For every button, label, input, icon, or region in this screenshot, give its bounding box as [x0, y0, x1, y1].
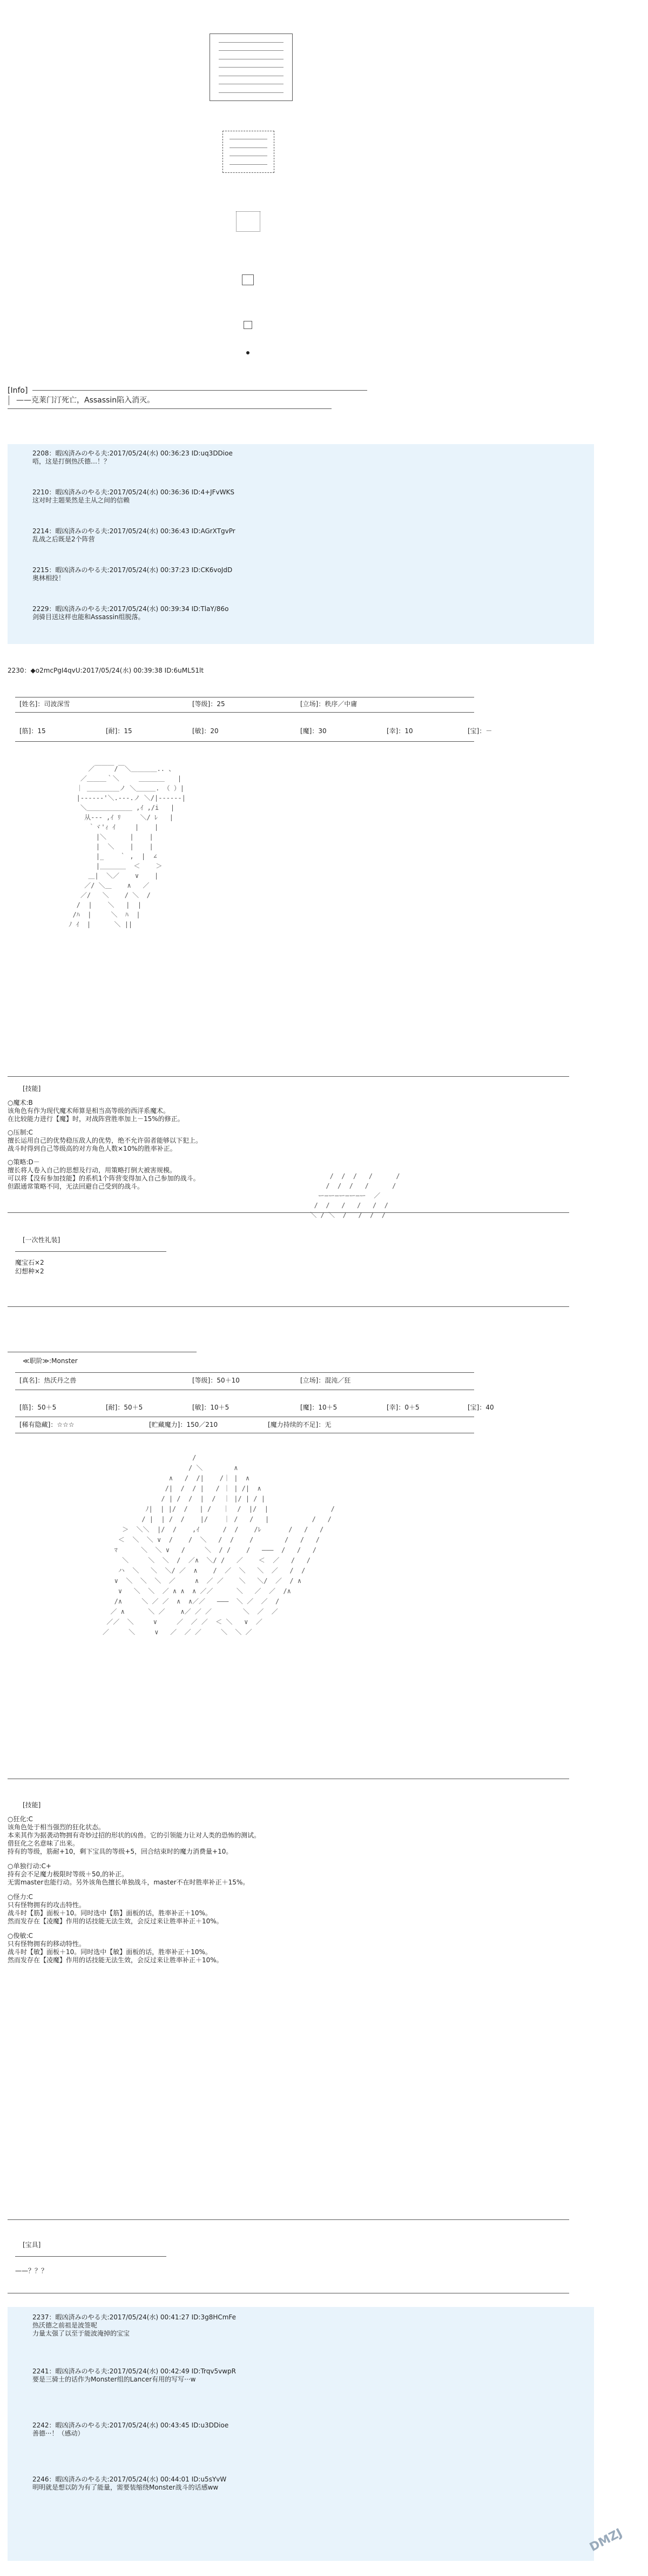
reply: [32, 2476, 572, 2530]
skill-text: 战斗时【敏】面板＋10。同时选中【敏】面板的话，胜率补正＋10%。: [8, 1948, 212, 1956]
reply-header: 2241：暇凶済みのやる夫:2017/05/24(水) 00:42:49 ID:Trqv5vwpR: [32, 2367, 236, 2375]
frame-mini: [244, 321, 252, 329]
skill-text: 然而发存在【凌魔】作用的话技能无法生效，会反过来让胜率补正＋10%。: [8, 1956, 223, 1964]
reply: [32, 488, 572, 527]
skill-name: ○魔术:B: [8, 1099, 33, 1106]
item-line: 魔宝石×2: [15, 1259, 44, 1266]
character-art-side: / / / / / / / / / / ー―ー―ー―ー―ー ／ / / / / / / ＼ / ＼ / / / /: [310, 1172, 400, 1219]
reply: [32, 566, 572, 605]
items-rule: [15, 1251, 166, 1252]
stat-str: [筋]：50＋5: [19, 1404, 57, 1411]
stat-name: [真名]：热沃丹之兽: [19, 1377, 77, 1384]
skill-name: ○狂化:C: [8, 1815, 33, 1823]
stat-table-bottom: [15, 741, 474, 742]
reply: [32, 527, 572, 566]
skill-text: 只有怪物拥有的移动特性。: [8, 1940, 86, 1948]
skill-name: ○策略:D－: [8, 1158, 40, 1166]
stat-np: [宝]：－: [468, 727, 492, 735]
stat-table-top-2: [15, 1372, 474, 1373]
np-value: ——？？？: [15, 2267, 48, 2275]
skills-list: [8, 1815, 580, 1964]
skill-name: ○怪力:C: [8, 1893, 33, 1901]
skills-divider-2: [8, 2219, 569, 2220]
skill-name: ○压制:C: [8, 1129, 33, 1136]
reply-body: 剑骑目送这样也能和Assassin组脱落。: [32, 613, 145, 621]
monster-art: / / ＼ ∧ ∧ / /| /｜ | ∧ /| / / | / ｜ | /| ∧ / | / / | / ｜ |/ | / | ﾉ| | |/ / | / ｜ / |/ | / / | | / / |/ ｜ / / | / / ＞ ＼＼ |/ / ,ｲ / / /ﾚ / / / ＜ ＼ ＼ ∨ / / ＼ / / / / / / ﾏ ＼ ＼ ∨ / ＼ / / / ――― / / / ＼ ＼ ＼ / ／∧ ＼/ / ／ ＜ ／ / / ハ ＼ ＼ ＼/ ／ ∧ / ／ ＼ ＼ ／ / / ∨ ＼ ＼ ＼ ／ ∧ ／ ／ ＼ ＼/ ／ / ∧ ∨ ＼ ＼ ／ ∧ ∧ ∧ ／／ ＼ ／ ／ /∧ /∧ ＼ ／ ／ ∧ ∧／／ ――― ＼ ／ ／ / ／ ∧ ＼ ／ ∧／ ／ ／ ＼ ／ ／ ／／ ＼ ∨ ／ ／ ／ ＜ ＼ ∨ ／ ／ ＼ ∨ ／ ／ ／ ＼ ＼ ／: [103, 1454, 335, 1636]
reply-header: 2215：暇凶済みのやる夫:2017/05/24(水) 00:37:23 ID:CK6voJdD: [32, 566, 233, 574]
skill-item: [8, 1862, 580, 1887]
skill-text: 该角色处于相当强烈的狂化状态。: [8, 1823, 105, 1831]
reply-header: 2214：暇凶済みのやる夫:2017/05/24(水) 00:36:43 ID:AGrXTgvPr: [32, 527, 235, 535]
skill-text: 借狂化之名意味了出来。: [8, 1840, 79, 1847]
skill-text: 无需master也能行动。另外该角色擅长单独战斗，master不在时胜率补正＋15%。: [8, 1879, 249, 1886]
stat-luk: [幸]：0＋5: [387, 1404, 420, 1411]
skill-text: 该角色有作为现代魔术师算是相当高等级的西洋系魔术。: [8, 1107, 170, 1115]
np-label: [宝具]: [23, 2241, 41, 2249]
skill-item: [8, 1932, 580, 1964]
stat-mana-deficit: [魔力持续的不足]：无: [268, 1421, 332, 1428]
info-rule: [32, 390, 367, 391]
info-rule-bottom: [8, 408, 332, 409]
stat-name: [姓名]：司波深雪: [19, 700, 70, 708]
skill-text: 本来其作为据袭动物拥有奇妙过招的形状的凶兽。它的引领能力让对人类的恐怖的测试。: [8, 1832, 261, 1839]
stat-np: [宝]：40: [468, 1404, 494, 1411]
reply-body: 这对时主题果然是主从之间的信赖: [32, 497, 130, 504]
frame-large: [210, 33, 293, 101]
character-art: ／￣￣￣/￣＼＿＿＿＿.. 、 ／＿＿＿｀＼ ＿＿＿＿ | ｜ ＿＿＿＿＿ノ ＼＿＿＿. （ ）| |‐‐‐‐‐‐'＼.‐‐‐.ノ ＼/|‐‐‐‐‐‐| ＼＿＿＿＿＿＿＿ ,ｲ ,/i | 从‐‐‐ ,ｲ ﾘ ＼/ ﾚ | ｀ヾ'ｨ ｲ | | |＼ | | | ＼ | | |_ ｀ , | ∠ |＿＿＿＿ ＜ ＞ ＿| ＼／ ∨ | ／/ ＼＿ ∧ ／ ／/ ＼ / ＼ / / | ＼ | | /ﾊ | ＼ ﾊ | ﾉ ｲ | ＼ ||: [69, 765, 186, 928]
skill-text: 持有的等级，筋耐+10，剩下宝具的等级+5，回合结束时的魔力消费量+10。: [8, 1848, 233, 1855]
stat-luk: [幸]：10: [387, 727, 413, 735]
skill-item: [8, 1129, 580, 1153]
skill-text: 只有怪物拥有的攻击特性。: [8, 1901, 86, 1909]
reply: [32, 2313, 572, 2367]
reply: [32, 2421, 572, 2476]
main-post-header: 2230：◆o2mcPgI4qvU:2017/05/24(水) 00:39:38 ID:6uML51lt: [8, 667, 204, 674]
frame-dot: [246, 351, 249, 354]
skill-text: 擅长将人卷入自己的思想及行动，用策略打倒大被害规模。: [8, 1166, 177, 1174]
skills-label: [技能]: [23, 1085, 41, 1092]
skill-name: ○单独行动:C+: [8, 1862, 51, 1870]
reply-header: 2208：暇凶済みのやる夫:2017/05/24(水) 00:36:23 ID:uq3DDioe: [32, 450, 233, 457]
site-watermark: DMZJ: [588, 2526, 625, 2555]
skill-name: ○俊敏:C: [8, 1932, 33, 1940]
stat-end: [耐]：50＋5: [106, 1404, 143, 1411]
art-divider: [8, 1076, 569, 1077]
skill-item: [8, 1893, 580, 1926]
item-line: 幻想种×2: [15, 1267, 44, 1275]
items-label: [一次性礼装]: [23, 1236, 60, 1244]
reply: [32, 605, 572, 644]
skill-text: 战斗时【筋】面板＋10。同时选中【筋】面板的话，胜率补正＋10%。: [8, 1909, 212, 1917]
stat-rarity: [稀有隐藏]：☆☆☆: [19, 1421, 75, 1428]
stat-mana: [贮藏魔力]：150／210: [149, 1421, 218, 1428]
reply: [32, 2367, 572, 2421]
stat-str: [筋]：15: [19, 727, 46, 735]
reply-body: 乱战之后既是2个阵营: [32, 535, 95, 543]
reply-body: 奥林相投！: [32, 574, 65, 582]
stat-alignment: [立场]：混沌／狂: [300, 1377, 351, 1384]
reply-body: 力量太强了以至于能波淹掉的宝宝: [32, 2330, 130, 2337]
reply: [32, 450, 572, 488]
skill-text: 可以将【没有参加技能】的系机1个阵营变得加入自己参加的战斗。: [8, 1175, 200, 1182]
reply-header: 2237：暇凶済みのやる夫:2017/05/24(水) 00:41:27 ID:3g8HCmFe: [32, 2313, 237, 2321]
reply-list-top: [32, 450, 572, 644]
reply-body: 明明就是想以防为有了能量，需要装缩绕Monster战斗的话感ww: [32, 2484, 219, 2491]
stat-alignment: [立场]：秩序／中庸: [300, 700, 357, 708]
frame-medium: [222, 131, 274, 173]
info-label: [Info]: [8, 386, 28, 395]
reply-body: 唔，这是打倒热沃德…！？: [32, 458, 111, 465]
stat-mag: [魔]：10＋5: [300, 1404, 338, 1411]
reply-list-bottom: [32, 2313, 572, 2530]
info-text: ——克莱门汀死亡，Assassin陷入消灭。: [16, 396, 155, 405]
reply-header: 2210：暇凶済みのやる夫:2017/05/24(水) 00:36:36 ID:4+JFvWKS: [32, 488, 235, 496]
frame-tiny: [242, 274, 254, 285]
stat-level: [等级]：50＋10: [192, 1377, 240, 1384]
np-rule: [15, 2256, 166, 2257]
skill-text: 但跟通常策略不同，无法回避自己受到的战斗。: [8, 1183, 144, 1190]
reply-header: 2246：暇凶済みのやる夫:2017/05/24(水) 00:44:01 ID:u5sYvW: [32, 2476, 227, 2483]
items-divider: [8, 1306, 569, 1307]
skill-item: [8, 1815, 580, 1856]
skill-text: 擅长运用自己的优势稳压敌人的优势，绝不允许弱者能够以下犯上。: [8, 1137, 202, 1144]
stat-end: [耐]：15: [106, 727, 132, 735]
stat-agi: [敏]：20: [192, 727, 219, 735]
reply-body: 善德···！（感动）: [32, 2430, 84, 2437]
stat-mag: [魔]：30: [300, 727, 327, 735]
skill-text: 在比较能力进行【魔】时，对战阵营胜率加上－15%的修正。: [8, 1115, 184, 1123]
stat-level: [等级]：25: [192, 700, 225, 708]
stat-agi: [敏]：10＋5: [192, 1404, 230, 1411]
skills-label: [技能]: [23, 1801, 41, 1809]
frame-small: [236, 211, 260, 232]
stat-table-mid: [15, 712, 474, 713]
skill-item: [8, 1099, 580, 1123]
skill-text: 持有会不足魔力极限时等级＋50,的补正。: [8, 1870, 129, 1878]
reply-header: 2242：暇凶済みのやる夫:2017/05/24(水) 00:43:45 ID:u3DDioe: [32, 2421, 229, 2429]
skill-text: 然而发存在【凌魔】作用的话技能无法生效，会反过来让胜率补正＋10%。: [8, 1917, 223, 1925]
reply-body: 热沃德之前祖是波签呢: [32, 2322, 98, 2329]
class-label: ≪职阶≫:Monster: [23, 1357, 78, 1365]
skill-text: 战斗时得到自己等级高的对方角色人数×10%的胜率补正。: [8, 1145, 177, 1152]
reply-body: 要是三骑士的话作为Monster组的Lancer有用的写写···w: [32, 2376, 196, 2383]
reply-header: 2229：暇凶済みのやる夫:2017/05/24(水) 00:39:34 ID:TlaY/86o: [32, 605, 229, 613]
